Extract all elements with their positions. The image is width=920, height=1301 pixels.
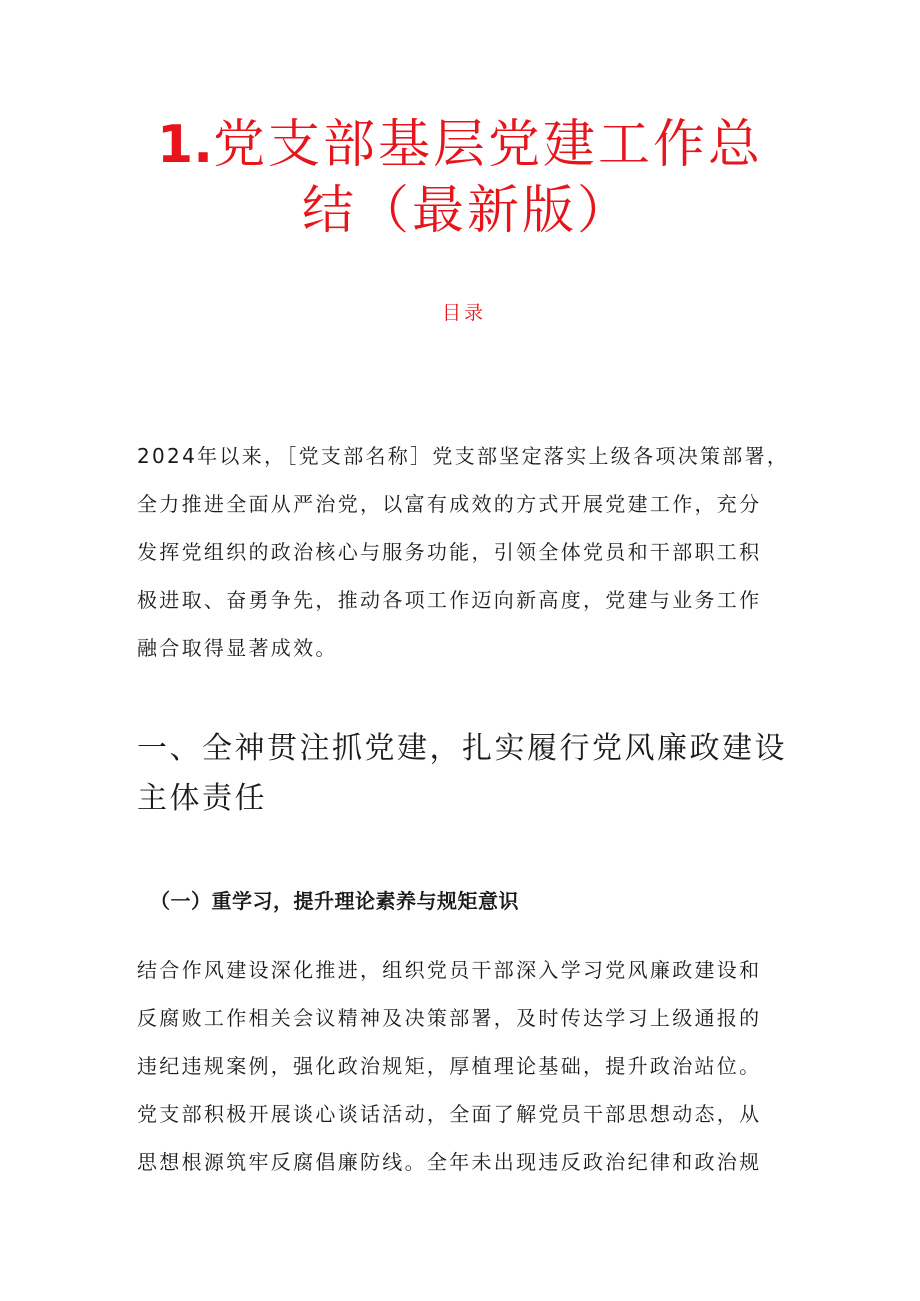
title-number: 1. xyxy=(157,115,213,175)
subsection-heading-1: （一）重学习，提升理论素养与规矩意识 xyxy=(150,889,519,913)
section-heading-1: 一、全神贯注抓党建，扎实履行党风廉政建设 主体责任 xyxy=(137,731,787,816)
title-line-1 xyxy=(0,112,920,178)
toc-label: 目录 xyxy=(441,302,486,324)
title-line-2: 结（最新版） xyxy=(302,181,633,241)
intro-paragraph: 2024年以来，［党支部名称］党支部坚定落实上级各项决策部署， 全力推进全面从严治党，以富有成效的方式开展党建工作，充分 发挥党组织的政治核心与服务功能，引领全体党员和干部职工积 极进取、奋勇争先，推动各项工作迈向新高度，党建与业务工作 融合取得显著成效。 xyxy=(137,444,790,660)
title-text-1: 党支部基层党建工作总 xyxy=(212,115,763,175)
document-title xyxy=(0,112,920,244)
subsection-paragraph-1: 结合作风建设深化推进，组织党员干部深入学习党风廉政建设和 反腐败工作相关会议精神及决策部署，及时传达学习上级通报的 违纪违规案例，强化政治规矩，厚植理论基础，提升政治站位。 党支部积极开展谈心谈话活动，全面了解党员干部思想动态，从 思想根源筑牢反腐倡廉防线。全年未出现违反政治纪律和政治规 xyxy=(137,958,762,1174)
